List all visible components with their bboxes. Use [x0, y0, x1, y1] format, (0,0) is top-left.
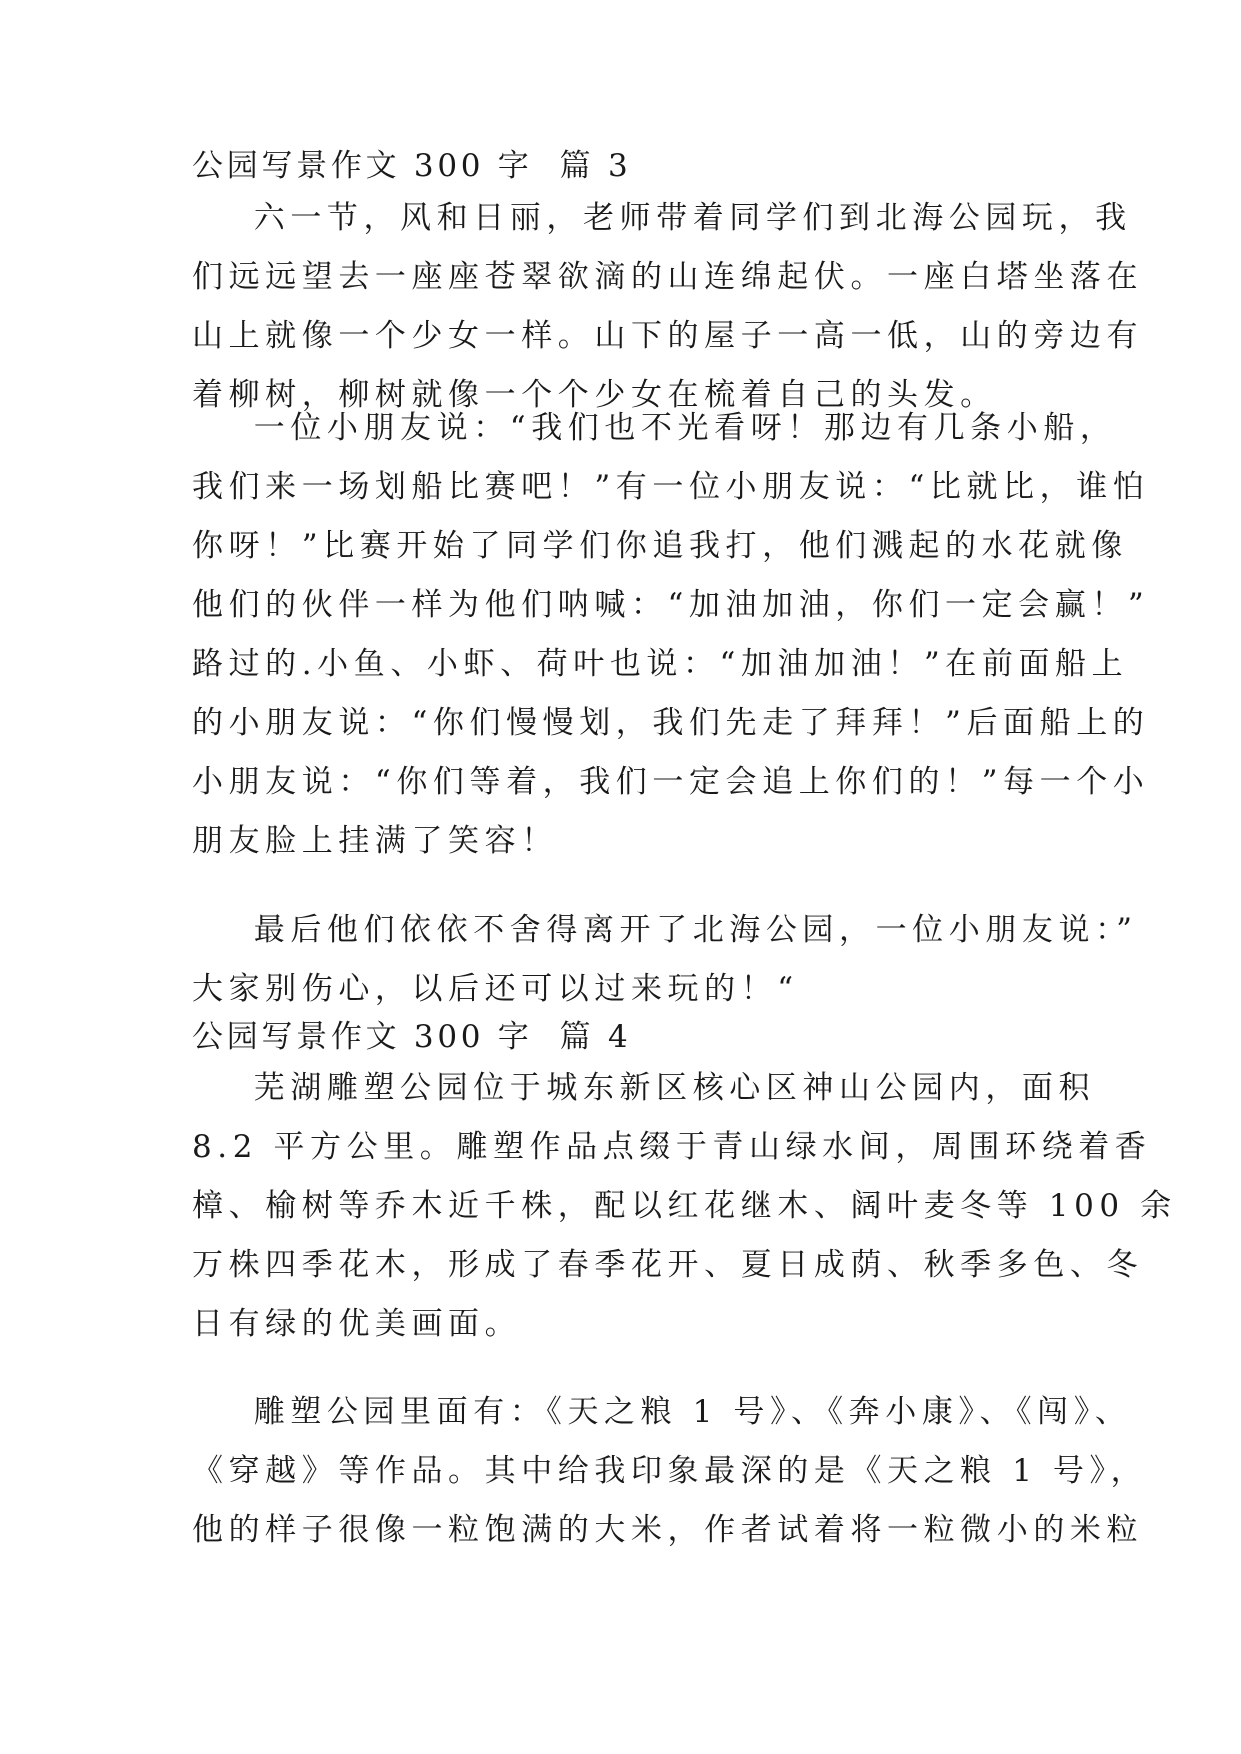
paragraph-line: 我们来一场划船比赛吧！”有一位小朋友说：“比就比，谁怕 [192, 469, 1150, 505]
paragraph [192, 189, 1144, 425]
paragraph-line: 雕塑公园里面有：《天之粮 1 号》、《奔小康》、《闯》、 [192, 1394, 1132, 1430]
paragraph-line: 们远远望去一座座苍翠欲滴的山连绵起伏。一座白塔坐落在 [192, 259, 1144, 295]
paragraph-line: 《穿越》等作品。其中给我印象最深的是《天之粮 1 号》， [192, 1453, 1148, 1489]
paragraph [192, 1059, 1177, 1354]
paragraph-line: 六一节，风和日丽，老师带着同学们到北海公园玩，我 [192, 200, 1132, 236]
paragraph-line: 芜湖雕塑公园位于城东新区核心区神山公园内，面积 [192, 1070, 1096, 1106]
section-heading: 公园写景作文 300 字 篇 3 [192, 148, 632, 184]
paragraph-line: 小朋友说：“你们等着，我们一定会追上你们的！”每一个小 [192, 764, 1150, 800]
paragraph [192, 1383, 1148, 1560]
paragraph-line: 8.2 平方公里。雕塑作品点缀于青山绿水间，周围环绕着香 [192, 1129, 1152, 1165]
paragraph-line: 路过的.小鱼、小虾、荷叶也说：“加油加油！”在前面船上 [192, 646, 1129, 682]
paragraph-line: 你呀！”比赛开始了同学们你追我打，他们溅起的水花就像 [192, 528, 1128, 564]
paragraph-line: 朋友脸上挂满了笑容！ [192, 823, 558, 859]
paragraph [192, 901, 1138, 1019]
paragraph-line: 万株四季花木，形成了春季花开、夏日成荫、秋季多色、冬 [192, 1247, 1144, 1283]
paragraph-line: 山上就像一个少女一样。山下的屋子一高一低，山的旁边有 [192, 318, 1144, 354]
paragraph-line: 大家别伤心，以后还可以过来玩的！“ [192, 971, 799, 1007]
paragraph-line: 一位小朋友说：“我们也不光看呀！那边有几条小船， [192, 410, 1117, 446]
section-heading: 公园写景作文 300 字 篇 4 [192, 1019, 632, 1055]
section-3 [192, 137, 1052, 196]
paragraph [192, 399, 1150, 871]
paragraph-line: 最后他们依依不舍得离开了北海公园，一位小朋友说：” [192, 912, 1138, 948]
paragraph-line: 日有绿的优美画面。 [192, 1306, 522, 1342]
paragraph-line: 的小朋友说：“你们慢慢划，我们先走了拜拜！”后面船上的 [192, 705, 1150, 741]
paragraph-line: 樟、榆树等乔木近千株，配以红花继木、阔叶麦冬等 100 余 [192, 1188, 1177, 1224]
paragraph-line: 着柳树，柳树就像一个个少女在梳着自己的头发。 [192, 377, 997, 413]
paragraph-line: 他的样子很像一粒饱满的大米，作者试着将一粒微小的米粒 [192, 1512, 1144, 1548]
paragraph-line: 他们的伙伴一样为他们呐喊：“加油加油，你们一定会赢！” [192, 587, 1150, 623]
